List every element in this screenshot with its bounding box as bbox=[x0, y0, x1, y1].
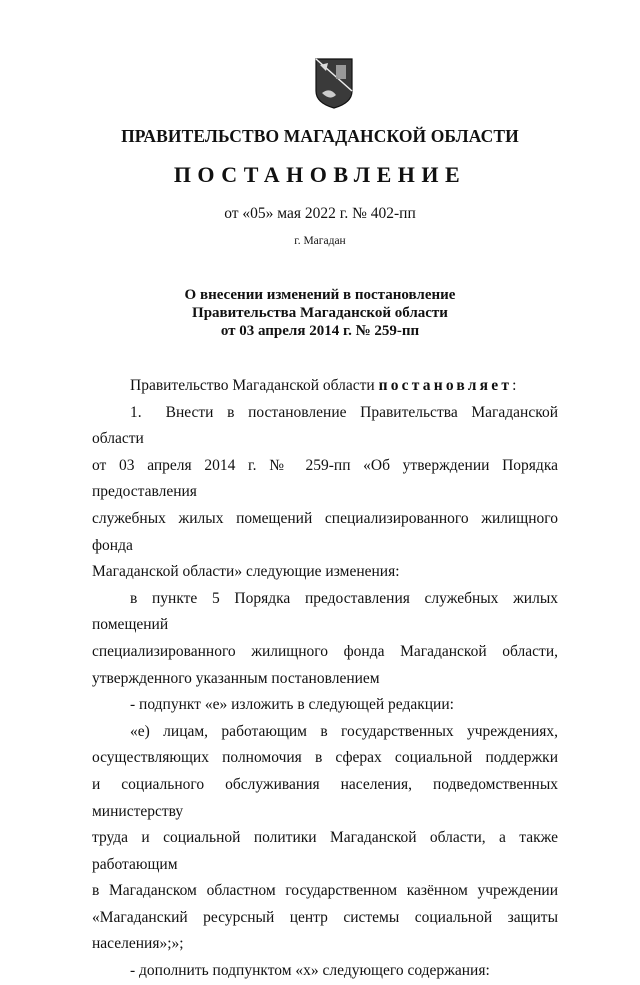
item1-line-2: от 03 апреля 2014 г. № 259-пп «Об утверждении Порядка предоставления bbox=[92, 456, 558, 501]
p4-line-6: «Магаданский ресурсный центр системы социальной защиты bbox=[92, 908, 558, 926]
item1-number: 1. bbox=[130, 403, 142, 421]
p4-line-3: и социального обслуживания населения, подведомственных министерству bbox=[92, 775, 558, 820]
intro-paragraph bbox=[92, 373, 558, 400]
date-and-number: от «05» мая 2022 г. № 402-пп bbox=[224, 205, 416, 222]
title-line-1: О внесении изменений в постановление bbox=[184, 287, 456, 303]
p2-line-2: специализированного жилищного фонда Магаданской области, bbox=[92, 642, 558, 660]
p5-line: - дополнить подпунктом «х» следующего содержания: bbox=[130, 962, 490, 980]
p4-line-2: осуществляющих полномочия в сферах социальной поддержки bbox=[92, 749, 558, 767]
document-type: ПОСТАНОВЛЕНИЕ bbox=[173, 162, 467, 187]
p4-line-4: труда и социальной политики Магаданской области, а также работающим bbox=[92, 829, 558, 873]
title-line-3: от 03 апреля 2014 г. № 259-пп bbox=[220, 323, 420, 339]
document-title bbox=[0, 286, 640, 340]
p4-line-7: населения»;»; bbox=[92, 935, 184, 953]
item1-line-1: 1. Внести в постановление Правительства Магаданской области bbox=[92, 403, 558, 448]
p2-line-1: в пункте 5 Порядка предоставления служебных жилых помещений bbox=[92, 589, 558, 634]
coat-of-arms-emblem bbox=[314, 57, 354, 109]
p4-line-5: в Магаданском областном государственном казённом учреждении bbox=[92, 882, 558, 900]
city-name: г. Магадан bbox=[294, 235, 346, 247]
organization-name: ПРАВИТЕЛЬСТВО МАГАДАНСКОЙ ОБЛАСТИ bbox=[121, 126, 519, 146]
item1-line-4: Магаданской области» следующие изменения: bbox=[92, 563, 400, 581]
document-body bbox=[92, 373, 558, 985]
intro-colon: : bbox=[512, 377, 517, 394]
intro-spaced-word: постановляет bbox=[378, 377, 513, 394]
item1-line-3: служебных жилых помещений специализированного жилищного фонда bbox=[92, 509, 558, 554]
p3-line: - подпункт «е» изложить в следующей редакции: bbox=[130, 696, 454, 714]
title-line-2: Правительства Магаданской области bbox=[192, 305, 448, 321]
intro-text: Правительство Магаданской области bbox=[130, 377, 379, 394]
p4-line-1: «е) лицам, работающим в государственных учреждениях, bbox=[130, 722, 558, 740]
p2-line-3: утвержденного указанным постановлением bbox=[92, 669, 380, 687]
